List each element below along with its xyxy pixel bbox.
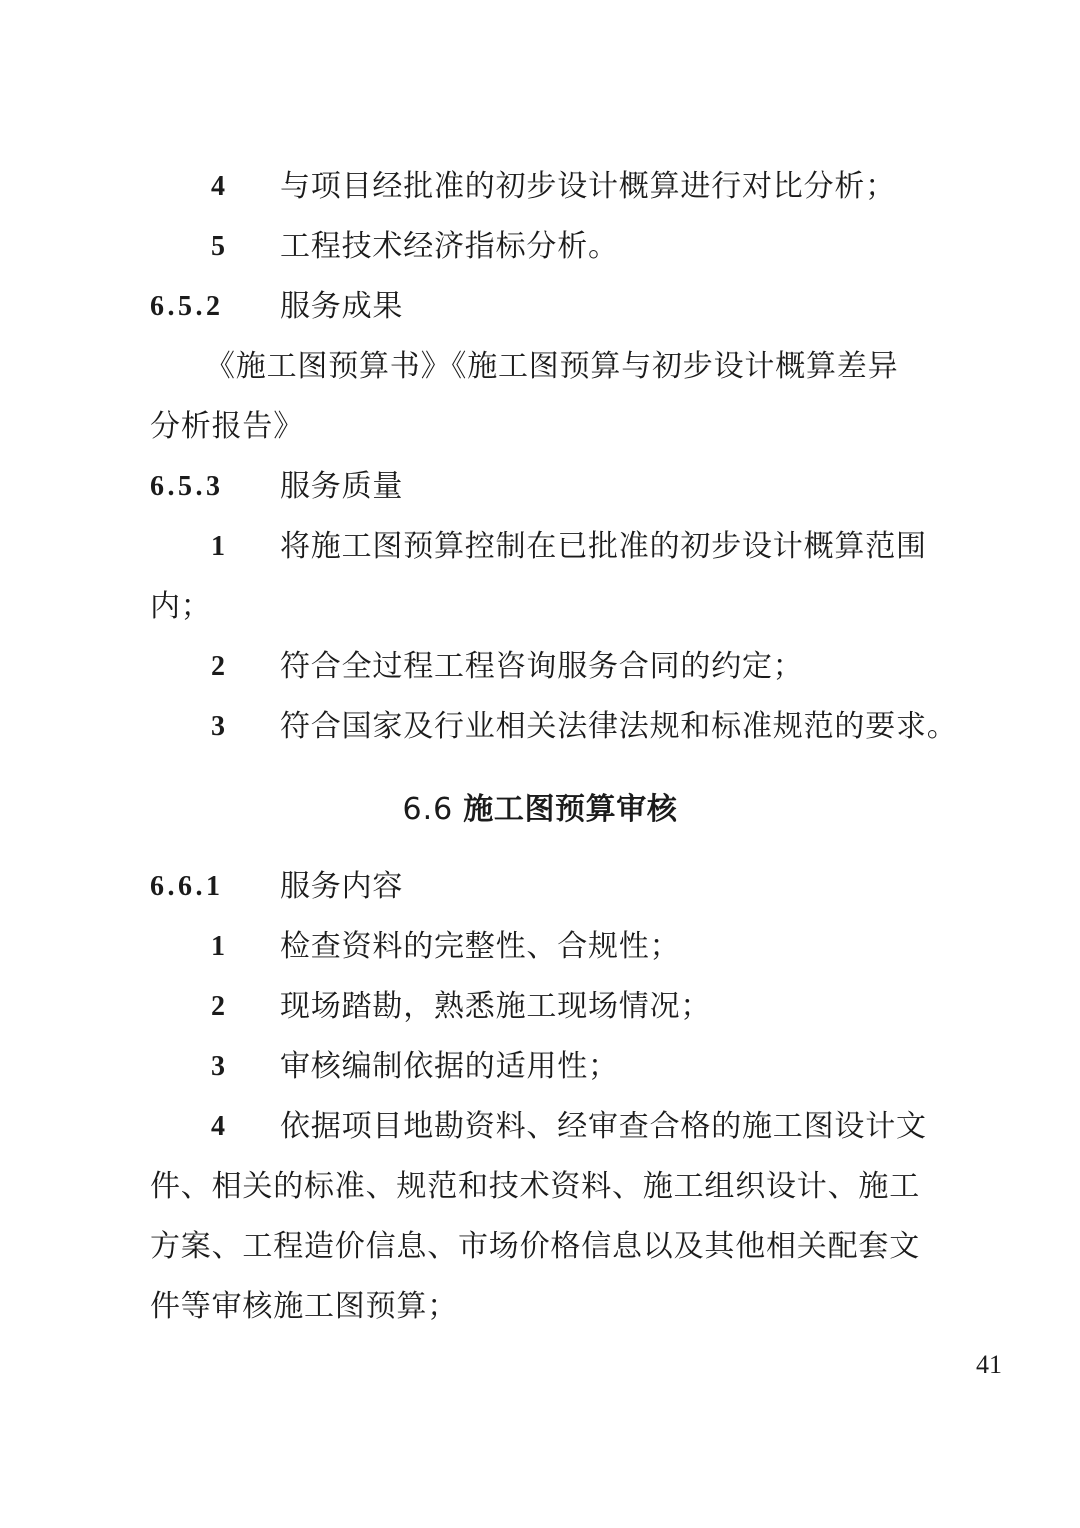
list-item-continuation [0,1217,1080,1277]
list-item-continuation [0,1157,1080,1217]
item-text: 依据项目地勘资料、经审查合格的施工图设计文 [280,1110,927,1143]
list-item [0,637,1080,697]
item-number: 1 [211,531,225,562]
item-text: 符合国家及行业相关法律法规和标准规范的要求。 [280,710,958,743]
item-text: 检查资料的完整性、合规性； [280,930,681,963]
list-item-continuation [0,577,1080,637]
section-heading-6-6 [0,780,1080,840]
list-item [0,977,1080,1037]
item-text: 将施工图预算控制在已批准的初步设计概算范围 [280,530,927,563]
list-item [0,697,1080,757]
section-number: 6.6 [402,792,454,827]
list-item [0,917,1080,977]
section-title: 施工图预算审核 [463,792,678,827]
clause-title: 服务成果 [280,290,404,323]
clause-heading-6-5-2 [0,277,1080,337]
paragraph-text: 分析报告》 [150,410,304,443]
item-number: 3 [211,711,225,742]
clause-heading-6-6-1 [0,857,1080,917]
item-number: 4 [211,171,225,202]
item-text: 件等审核施工图预算； [150,1290,458,1323]
page-number: 41 [976,1350,1002,1379]
clause-number: 6.6.1 [150,871,224,902]
item-text: 件、相关的标准、规范和技术资料、施工组织设计、施工 [150,1170,920,1203]
list-item [0,157,1080,217]
paragraph-text: 《施工图预算书》《施工图预算与初步设计概算差异 [205,350,899,383]
list-item [0,1097,1080,1157]
clause-title: 服务内容 [280,870,404,903]
list-item [0,1037,1080,1097]
list-item-continuation [0,1277,1080,1337]
item-text: 工程技术经济指标分析。 [280,230,619,263]
item-text: 审核编制依据的适用性； [280,1050,619,1083]
item-number: 1 [211,931,225,962]
item-number: 2 [211,651,225,682]
item-text: 符合全过程工程咨询服务合同的约定； [280,650,804,683]
paragraph-line [0,397,1080,457]
item-number: 5 [211,231,225,262]
item-number: 3 [211,1051,225,1082]
item-number: 2 [211,991,225,1022]
item-text: 现场踏勘，熟悉施工现场情况； [280,990,712,1023]
list-item [0,217,1080,277]
clause-title: 服务质量 [280,470,404,503]
clause-number: 6.5.2 [150,291,224,322]
item-text: 方案、工程造价信息、市场价格信息以及其他相关配套文 [150,1230,920,1263]
paragraph-line [0,337,1080,397]
clause-heading-6-5-3 [0,457,1080,517]
list-item [0,517,1080,577]
clause-number: 6.5.3 [150,471,224,502]
item-number: 4 [211,1111,225,1142]
item-text: 与项目经批准的初步设计概算进行对比分析； [280,170,896,203]
item-text: 内； [150,590,212,623]
